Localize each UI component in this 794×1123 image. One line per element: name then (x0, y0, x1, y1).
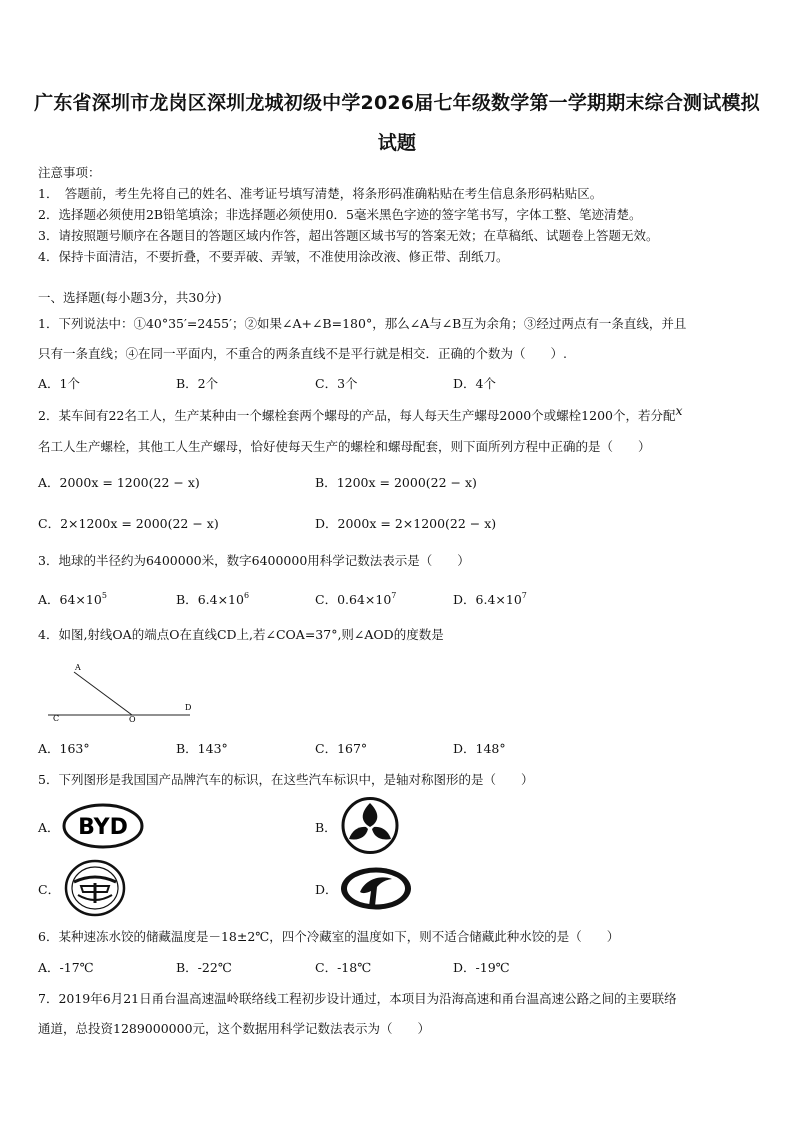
question-2-text (38, 403, 683, 424)
label-c: C (53, 714, 60, 722)
haima-logo-icon (340, 866, 412, 911)
section-heading: 一、选择题(每小题3分，共30分) (38, 290, 222, 305)
formula-exponent: 6 (243, 591, 250, 600)
option-letter: D． (453, 592, 476, 607)
formula: 2×1200x = 2000(22 − x) (60, 516, 219, 531)
q3-option-d (453, 590, 527, 608)
label-o: O (129, 715, 136, 722)
q6-option-a: A．-17℃ (38, 960, 94, 975)
ray-oa (74, 672, 132, 715)
formula-base: 6.4×10 (197, 592, 244, 607)
dongfeng-logo-icon (340, 797, 400, 854)
notice-item: 4．保持卡面清洁，不要折叠，不要弄破、弄皱，不准使用涂改液、修正带、刮纸刀。 (38, 249, 509, 264)
q3-option-b (176, 590, 249, 608)
angle-figure (48, 660, 198, 722)
notice-item: 3．请按照题号顺序在各题目的答题区域内作答，超出答题区域书写的答案无效；在草稿纸、试题卷上答题无效。 (38, 228, 659, 243)
option-letter: C． (38, 516, 61, 531)
formula-base: 64×10 (59, 592, 102, 607)
formula-base: 6.4×10 (475, 592, 522, 607)
q1-option-b: B．2个 (176, 376, 219, 391)
q5-option-d-label: D． (315, 882, 338, 897)
byd-logo-text: BYD (78, 815, 128, 840)
q3-option-a (38, 590, 107, 608)
q4-option-c: C．167° (315, 741, 368, 756)
label-d: D (185, 703, 192, 712)
question-7-text: 7．2019年6月21日甬台温高速温岭联络线工程初步设计通过，本项目为沿海高速和甬台温高速公路之间的主要联络 (38, 991, 677, 1006)
question-6-text: 6．某种速冻水饺的储藏温度是－18±2℃，四个冷藏室的温度如下，则不适合储藏此种水饺的是（ ） (38, 929, 620, 944)
q5-option-a-label: A． (38, 820, 60, 835)
formula-exponent: 5 (101, 591, 107, 600)
question-3-text: 3．地球的半径约为6400000米，数字6400000用科学记数法表示是（ ） (38, 553, 470, 568)
formula: 2000x = 2×1200(22 − x) (337, 516, 497, 531)
q3-option-c (315, 590, 396, 608)
q6-option-b: B．-22℃ (176, 960, 232, 975)
option-letter: D． (315, 516, 338, 531)
q5-option-c-label: C． (38, 882, 61, 897)
label-a: A (75, 663, 81, 672)
byd-logo-icon (62, 802, 144, 850)
option-letter: A． (38, 592, 60, 607)
brilliance-logo-icon (64, 859, 126, 917)
q4-option-b: B．143° (176, 741, 228, 756)
question-1-text-cont: 只有一条直线；④在同一平面内，不重合的两条直线不是平行就是相交．正确的个数为（ ）. (38, 346, 567, 361)
notice-heading: 注意事项： (38, 165, 101, 180)
question-2-text-main: 2．某车间有22名工人，生产某种由一个螺栓套两个螺母的产品，每人每天生产螺母2000个或螺栓1200个，若分配 (38, 408, 676, 423)
q2-option-d (315, 514, 496, 532)
option-letter: B． (315, 475, 337, 490)
q2-option-b (315, 473, 477, 491)
q5-option-b-label: B． (315, 820, 337, 835)
question-4-text: 4．如图,射线OA的端点O在直线CD上,若∠COA=37°,则∠AOD的度数是 (38, 627, 444, 642)
question-5-text: 5．下列图形是我国国产品牌汽车的标识，在这些汽车标识中，是轴对称图形的是（ ） (38, 772, 534, 787)
q2-option-a (38, 473, 200, 491)
question-1-text: 1．下列说法中：①40°35′=2455′；②如果∠A+∠B=180°，那么∠A与∠B互为余角；③经过两点有一条直线，并且 (38, 316, 687, 331)
q1-option-d: D．4个 (453, 376, 496, 391)
question-2-text-cont: 名工人生产螺栓，其他工人生产螺母，恰好使每天生产的螺栓和螺母配套，则下面所列方程中正确的是（ ） (38, 439, 651, 454)
q6-option-d: D．-19℃ (453, 960, 510, 975)
option-letter: B． (176, 592, 198, 607)
q4-option-d: D．148° (453, 741, 506, 756)
q6-option-c: C．-18℃ (315, 960, 372, 975)
page-title-continued: 试题 (377, 132, 417, 154)
formula: 2000x = 1200(22 − x) (59, 475, 200, 490)
notice-item: 2．选择题必须使用2B铅笔填涂；非选择题必须使用0．5毫米黑色字迹的签字笔书写，字体工整、笔迹清楚。 (38, 207, 642, 222)
option-letter: A． (38, 475, 60, 490)
formula-exponent: 7 (521, 591, 527, 600)
q1-option-c: C．3个 (315, 376, 358, 391)
page-title: 广东省深圳市龙岗区深圳龙城初级中学2026届七年级数学第一学期期末综合测试模拟 (34, 92, 760, 114)
q2-option-c (38, 514, 219, 532)
formula-exponent: 7 (391, 591, 397, 600)
option-letter: C． (315, 592, 338, 607)
formula-base: 0.64×10 (337, 592, 392, 607)
q4-option-a: A．163° (38, 741, 90, 756)
q1-option-a: A．1个 (38, 376, 80, 391)
notice-item: 1． 答题前，考生先将自己的姓名、准考证号填写清楚，将条形码准确粘贴在考生信息条形码粘贴区。 (38, 186, 603, 201)
variable-x: x (675, 403, 683, 418)
question-7-text-cont: 通道，总投资1289000000元，这个数据用科学记数法表示为（ ） (38, 1021, 431, 1036)
formula: 1200x = 2000(22 − x) (336, 475, 477, 490)
